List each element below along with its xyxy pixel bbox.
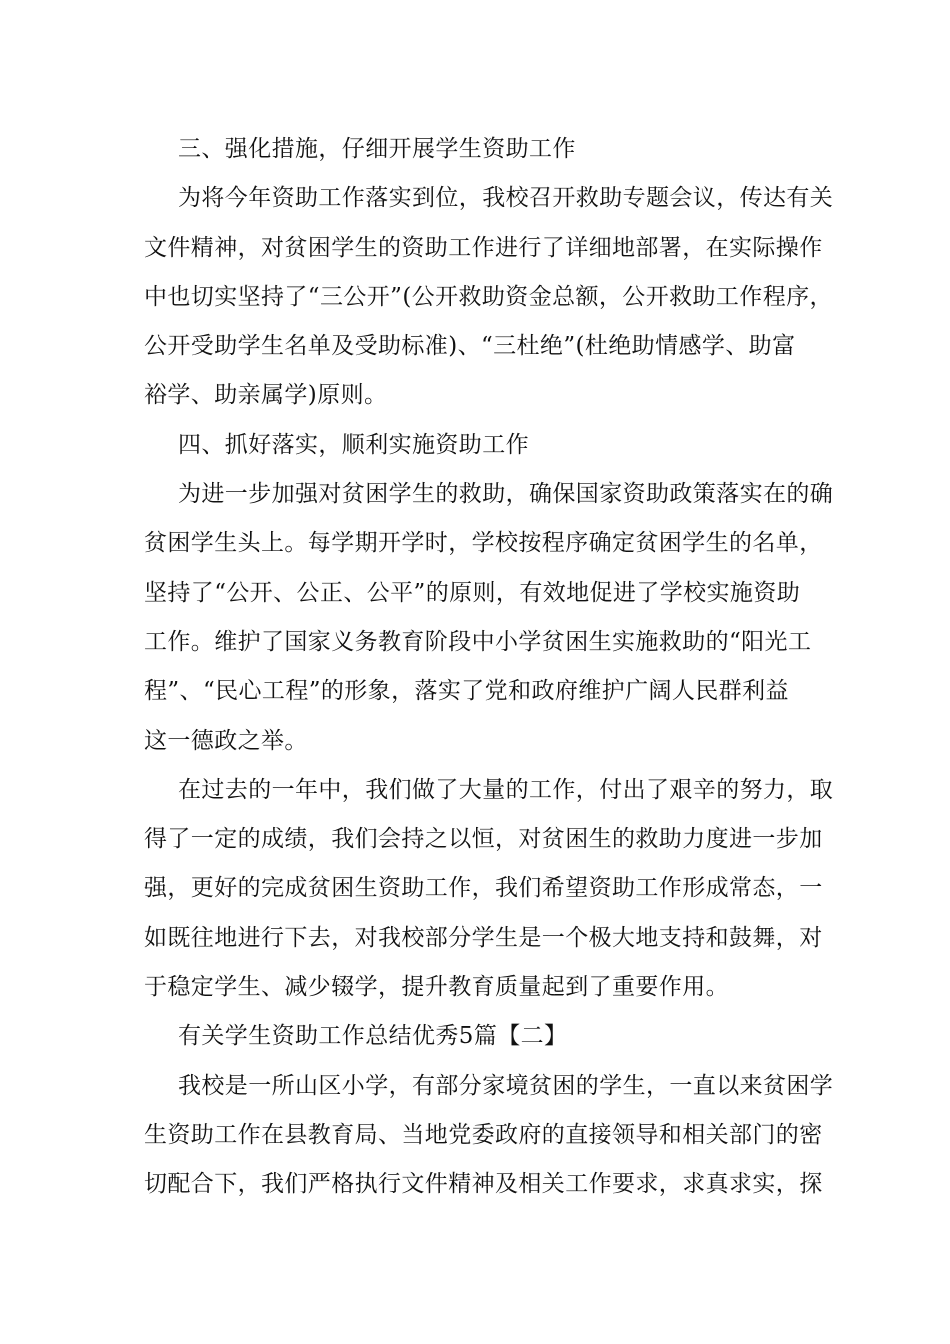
paragraph-line: 我校是一所山区小学，有部分家境贫困的学生，一直以来贫困学 <box>178 1072 834 1099</box>
document-body <box>144 125 834 1210</box>
paragraph-line: 如既往地进行下去，对我校部分学生是一个极大地支持和鼓舞，对 <box>144 924 823 951</box>
paragraph-line: 为进一步加强对贫困学生的救助，确保国家资助政策落实在的确 <box>178 481 834 508</box>
section-heading-3: 三、强化措施，仔细开展学生资助工作 <box>178 136 576 162</box>
paragraph-line: 工作。维护了国家义务教育阶段中小学贫困生实施救助的“阳光工 <box>144 628 812 655</box>
section-heading-4: 四、抓好落实，顺利实施资助工作 <box>178 431 529 458</box>
paragraph-line: 这一德政之举。 <box>144 727 308 754</box>
paragraph-line: 贫困学生头上。每学期开学时，学校按程序确定贫困学生的名单， <box>144 530 823 557</box>
paragraph-line: 坚持了“公开、公正、公平”的原则，有效地促进了学校实施资助 <box>144 579 801 606</box>
paragraph-line: 生资助工作在县教育局、当地党委政府的直接领导和相关部门的密 <box>144 1121 823 1148</box>
paragraph-line: 得了一定的成绩，我们会持之以恒，对贫困生的救助力度进一步加 <box>144 826 823 853</box>
paragraph-line: 为将今年资助工作落实到位，我校召开救助专题会议，传达有关 <box>178 185 834 212</box>
paragraph-line: 在过去的一年中，我们做了大量的工作，付出了艰辛的努力，取 <box>178 776 834 803</box>
paragraph-line: 文件精神，对贫困学生的资助工作进行了详细地部署，在实际操作 <box>144 234 823 261</box>
article-subtitle: 有关学生资助工作总结优秀5篇【二】 <box>178 1023 568 1050</box>
paragraph-line: 公开受助学生名单及受助标准)、“三杜绝”(杜绝助情感学、助富 <box>144 333 796 360</box>
paragraph-line: 裕学、助亲属学)原则。 <box>144 382 388 409</box>
paragraph-line: 强，更好的完成贫困生资助工作，我们希望资助工作形成常态，一 <box>144 875 823 902</box>
paragraph-line: 中也切实坚持了“三公开”(公开救助资金总额，公开救助工作程序， <box>144 283 833 310</box>
paragraph-line: 切配合下，我们严格执行文件精神及相关工作要求，求真求实，探 <box>144 1171 823 1198</box>
paragraph-line: 于稳定学生、减少辍学，提升教育质量起到了重要作用。 <box>144 974 729 1001</box>
paragraph-line: 程”、“民心工程”的形象，落实了党和政府维护广阔人民群利益 <box>144 678 789 705</box>
